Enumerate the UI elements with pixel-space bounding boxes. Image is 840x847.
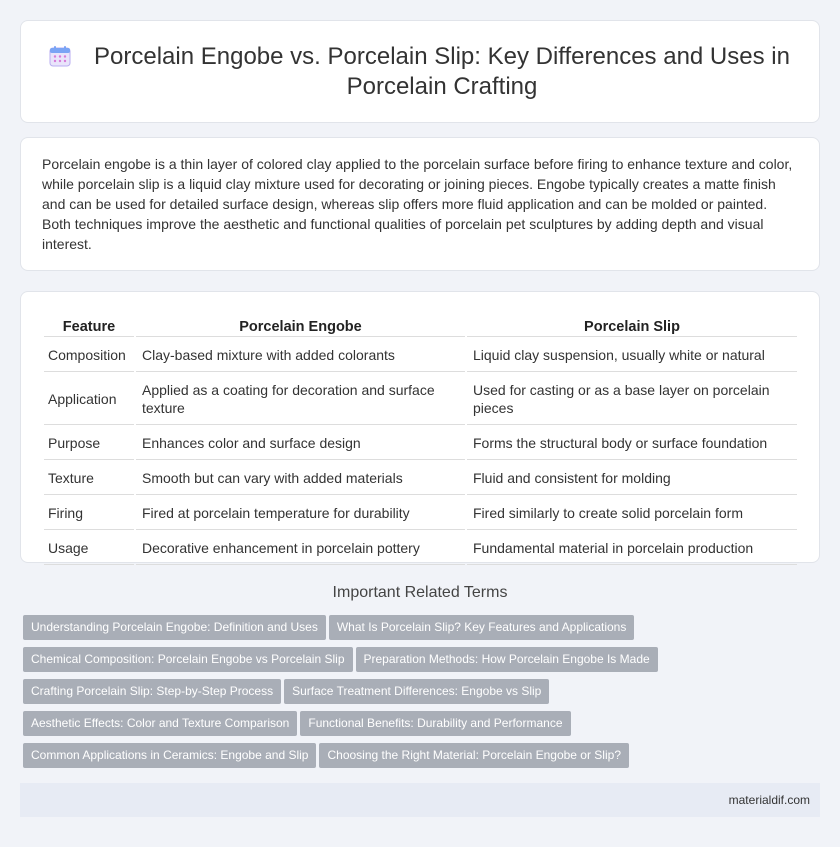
cell-feature: Application — [44, 374, 134, 425]
page-title: Porcelain Engobe vs. Porcelain Slip: Key Differences and Uses in Porcelain Crafting — [94, 42, 790, 100]
related-terms-heading: Important Related Terms — [332, 584, 508, 601]
related-term-link[interactable]: Functional Benefits: Durability and Performance — [300, 711, 570, 736]
cell-slip: Fluid and consistent for molding — [467, 462, 797, 495]
intro-text: Porcelain engobe is a thin layer of colored clay applied to the porcelain surface before firing to enhance texture and color, while porcelain slip is a liquid clay mixture used for decorating or joining pieces. Engobe typically creates a matte finish and can be used for detailed surface design, whereas slip offers more fluid application and can be molded or painted. Both techniques improve the aesthetic and functional qualities of porcelain pet sculptures by adding depth and visual interest. — [42, 156, 793, 252]
cell-slip: Used for casting or as a base layer on porcelain pieces — [467, 374, 797, 425]
footer — [20, 783, 820, 817]
cell-engobe: Smooth but can vary with added materials — [136, 462, 465, 495]
cell-slip: Fundamental material in porcelain production — [467, 532, 797, 565]
cell-engobe: Fired at porcelain temperature for durability — [136, 497, 465, 530]
cell-slip: Liquid clay suspension, usually white or natural — [467, 339, 797, 372]
related-term-link[interactable]: Common Applications in Ceramics: Engobe and Slip — [23, 743, 316, 768]
related-term-link[interactable]: What Is Porcelain Slip? Key Features and Applications — [329, 615, 635, 640]
cell-engobe: Decorative enhancement in porcelain pottery — [136, 532, 465, 565]
related-terms-list — [23, 615, 823, 775]
cell-slip: Forms the structural body or surface foundation — [467, 427, 797, 460]
comparison-table — [42, 313, 799, 567]
header-feature: Feature — [44, 315, 134, 337]
related-term-link[interactable]: Chemical Composition: Porcelain Engobe vs Porcelain Slip — [23, 647, 353, 672]
table-row — [44, 532, 797, 565]
table-row — [44, 374, 797, 425]
cell-slip: Fired similarly to create solid porcelain form — [467, 497, 797, 530]
cell-engobe: Clay-based mixture with added colorants — [136, 339, 465, 372]
header-card — [20, 20, 820, 123]
table-header-row — [44, 315, 797, 337]
table-row — [44, 427, 797, 460]
table-row — [44, 339, 797, 372]
related-term-link[interactable]: Aesthetic Effects: Color and Texture Comparison — [23, 711, 297, 736]
related-term-link[interactable]: Preparation Methods: How Porcelain Engobe Is Made — [356, 647, 658, 672]
related-term-link[interactable]: Surface Treatment Differences: Engobe vs Slip — [284, 679, 549, 704]
cell-feature: Firing — [44, 497, 134, 530]
intro-card — [20, 137, 820, 271]
table-row — [44, 462, 797, 495]
cell-feature: Purpose — [44, 427, 134, 460]
footer-site-link[interactable]: materialdif.com — [728, 793, 810, 807]
header-slip: Porcelain Slip — [467, 315, 797, 337]
header-engobe: Porcelain Engobe — [136, 315, 465, 337]
related-term-link[interactable]: Choosing the Right Material: Porcelain Engobe or Slip? — [319, 743, 629, 768]
cell-engobe: Applied as a coating for decoration and surface texture — [136, 374, 465, 425]
related-term-link[interactable]: Crafting Porcelain Slip: Step-by-Step Process — [23, 679, 281, 704]
cell-feature: Texture — [44, 462, 134, 495]
cell-feature: Composition — [44, 339, 134, 372]
related-term-link[interactable]: Understanding Porcelain Engobe: Definition and Uses — [23, 615, 326, 640]
table-row — [44, 497, 797, 530]
comparison-card — [20, 291, 820, 563]
cell-engobe: Enhances color and surface design — [136, 427, 465, 460]
calendar-icon — [48, 44, 72, 68]
cell-feature: Usage — [44, 532, 134, 565]
